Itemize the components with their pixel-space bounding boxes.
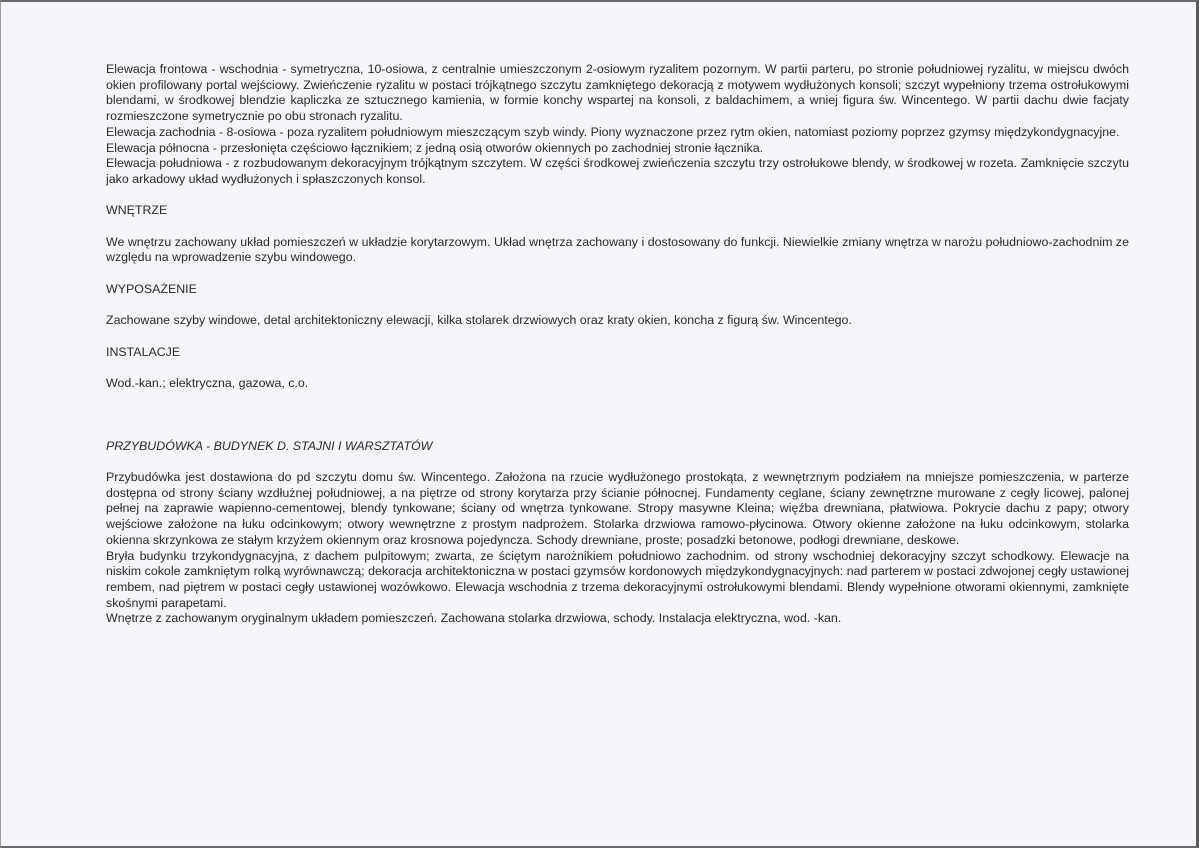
equipment-section: [106, 282, 1129, 329]
document-body: [106, 62, 1129, 627]
spacer: [106, 360, 1129, 376]
spacer: [106, 188, 1129, 204]
paragraph-annex-massing: Bryła budynku trzykondygnacyjna, z dachem pulpitowym; zwarta, ze ściętym narożnikiem południowo zachodnim. od strony wschodniej dekoracyjny szczyt schodkowy. Elewacje na niskim cokole zamkniętym rolką wyrównawczą; dekoracja architektoniczna w postaci gzymsów kordonowych międzykondygnacyjnych: nad parterem w postaci zdwojonej cegły ustawionej rembem, nad piętrem w postaci cegły ustawionej wozówkowo. Elewacja wschodnia z trzema dekoracyjnymi ostrołukowymi blendami. Blendy wypełnione otworami okiennymi, zamknięte skośnymi parapetami.: [106, 548, 1129, 610]
spacer: [106, 329, 1129, 345]
heading-interior: WNĘTRZE: [106, 203, 168, 218]
paragraph-interior: We wnętrzu zachowany układ pomieszczeń w układzie korytarzowym. Układ wnętrza zachowany i dostosowany do funkcji. Niewielkie zmiany wnętrza w narożu południowo-zachodnim ze względu na wprowadzenie szybu windowego.: [106, 234, 1129, 265]
paragraph-south-elevation: Elewacja południowa - z rozbudowanym dekoracyjnym trójkątnym szczytem. W części środkowej zwieńczenia szczytu trzy ostrołukowe blendy, w środkowej w rozeta. Zamknięcie szczytu jako arkadowy układ wydłużonych i spłaszczonych konsol.: [106, 156, 1129, 186]
heading-annex: PRZYBUDÓWKA - BUDYNEK D. STAJNI I WARSZTATÓW: [106, 438, 433, 453]
installations-section: [106, 345, 1129, 392]
spacer: [106, 454, 1129, 470]
spacer: [106, 298, 1129, 314]
heading-equipment: WYPOSAŻENIE: [106, 281, 197, 296]
annex-section: [106, 439, 1129, 627]
interior-section: [106, 203, 1129, 266]
paragraph-north-elevation: Elewacja północna - przesłonięta częściowo łącznikiem; z jedną osią otworów okiennych po zachodniej stronie łącznika.: [106, 140, 764, 155]
paragraph-installations: Wod.-kan.; elektryczna, gazowa, c.o.: [106, 375, 309, 390]
spacer: [106, 266, 1129, 282]
paragraph-annex-construction: Przybudówka jest dostawiona do pd szczytu domu św. Wincentego. Założona na rzucie wydłużonego prostokąta, z wewnętrznym podziałem na mniejsze pomieszczenia, w parterze dostępna od strony ściany wzdłużnej południowej, a na piętrze od strony korytarza przy ścianie północnej. Fundamenty ceglane, ściany zewnętrzne murowane z cegły licowej, palonej pełnej na zaprawie wapienno-cementowej, blendy tynkowane; ściany od wnętrza tynkowane. Stropy masywne Kleina; więźba drewniana, płatwiowa. Pokrycie dachu z papy; otwory wejściowe założone na łuku odcinkowym; otwory wewnętrzne z prostym nadprożem. Stolarka drzwiowa ramowo-płycinowa. Otwory okienne założone na łuku odcinkowym, stolarka okienna skrzynkowa ze stałym krzyżem okiennym oraz krosnowa pojedyncza. Schody drewniane, proste; posadzki betonowe, podłogi drewniane, deskowe.: [106, 470, 1129, 547]
paragraph-west-elevation: Elewacja zachodnia - 8-osiowa - poza ryzalitem południowym mieszczącym szyb windy. Piony wyznaczone przez rytm okien, natomiast poziomy poprzez gzymsy międzykondygnacyjne.: [106, 124, 1120, 139]
paragraph-equipment: Zachowane szyby windowe, detal architektoniczny elewacji, kilka stolarek drzwiowych oraz kraty okien, koncha z figurą św. Wincentego.: [106, 313, 852, 328]
paragraph-annex-interior: Wnętrze z zachowanym oryginalnym układem pomieszczeń. Zachowana stolarka drzwiowa, schody. Instalacja elektryczna, wod. -kan.: [106, 611, 842, 626]
elevations-section: [106, 62, 1129, 188]
spacer: [106, 392, 1129, 439]
paragraph-front-elevation: Elewacja frontowa - wschodnia - symetryczna, 10-osiowa, z centralnie umieszczonym 2-osiowym ryzalitem pozornym. W partii parteru, po stronie południowej ryzalitu, w miejscu dwóch okien profilowany portal wejściowy. Zwieńczenie ryzalitu w postaci trójkątnego szczytu zamkniętego dekoracją z motywem wydłużonych konsoli; szczyt wypełniony trzema ostrołukowymi blendami, w środkowej blendzie kapliczka ze sztucznego kamienia, w formie konchy wspartej na konsoli, z baldachimem, a wniej figura św. Wincentego. W partii dachu dwie facjaty rozmieszczone symetrycznie po obu stronach ryzalitu.: [106, 62, 1129, 124]
heading-installations: INSTALACJE: [106, 344, 181, 359]
spacer: [106, 219, 1129, 235]
